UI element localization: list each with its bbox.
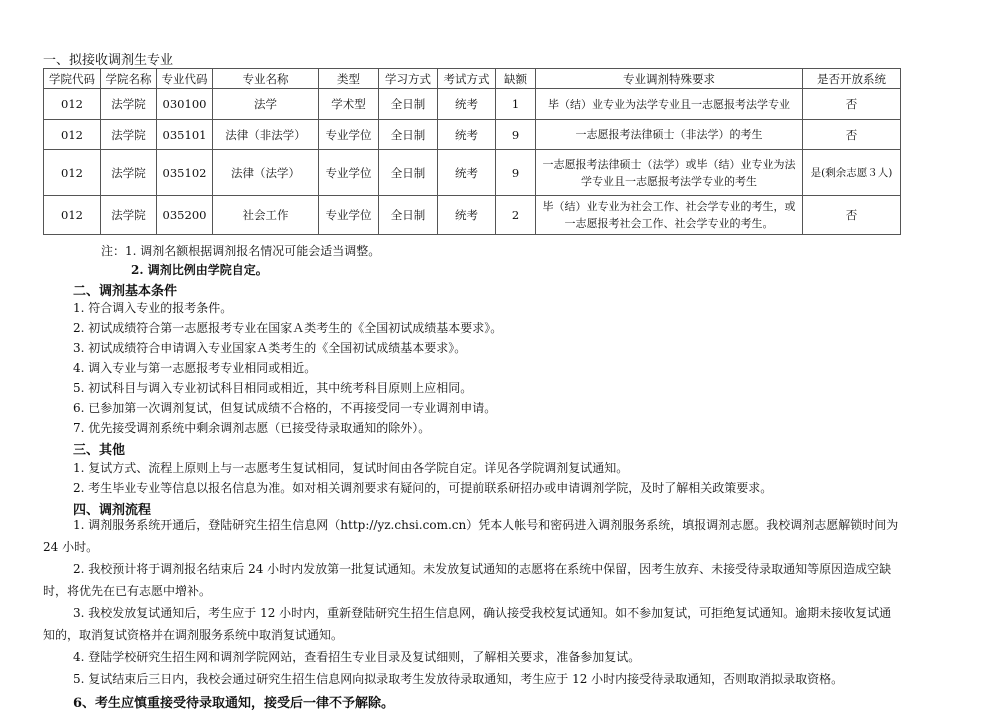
table-cell: 035102 bbox=[157, 150, 213, 196]
table-cell: 是(剩余志愿３人) bbox=[803, 150, 901, 196]
table-cell: 法学院 bbox=[101, 120, 157, 150]
section2-item-5: 5. 初试科目与调入专业初试科目相同或相近，其中统考科目原则上应相同。 bbox=[73, 381, 473, 395]
table-cell: 9 bbox=[496, 120, 536, 150]
col-college-code: 学院代码 bbox=[44, 69, 101, 89]
table-cell: 012 bbox=[44, 196, 101, 235]
table-cell: 专业学位 bbox=[319, 120, 379, 150]
section2-item-7: 7. 优先接受调剂系统中剩余调剂志愿（已接受待录取通知的除外）。 bbox=[73, 421, 431, 435]
section4-title: 四、调剂流程 bbox=[73, 503, 152, 518]
section2-item-1: 1. 符合调入专业的报考条件。 bbox=[73, 301, 233, 315]
table-cell: 专业学位 bbox=[319, 150, 379, 196]
table-cell: 9 bbox=[496, 150, 536, 196]
table-cell: 012 bbox=[44, 89, 101, 120]
section3-item-2: 2. 考生毕业专业等信息以报名信息为准。如对相关调剂要求有疑问的，可提前联系研招办或申请调剂学院，及时了解相关政策要求。 bbox=[73, 481, 773, 495]
section2-item-6: 6. 已参加第一次调剂复试，但复试成绩不合格的，不再接受同一专业调剂申请。 bbox=[73, 401, 497, 415]
col-vacancy: 缺额 bbox=[496, 69, 536, 89]
col-major-name: 专业名称 bbox=[213, 69, 319, 89]
table-cell: 1 bbox=[496, 89, 536, 120]
table-row bbox=[44, 89, 901, 120]
note-2: 2. 调剂比例由学院自定。 bbox=[131, 263, 268, 277]
col-college-name: 学院名称 bbox=[101, 69, 157, 89]
table-cell: 法律（法学） bbox=[213, 150, 319, 196]
table-cell: 全日制 bbox=[379, 196, 438, 235]
table-cell: 全日制 bbox=[379, 150, 438, 196]
col-exam-mode: 考试方式 bbox=[438, 69, 496, 89]
table-cell: 2 bbox=[496, 196, 536, 235]
section6-text: 6、考生应慎重接受待录取通知，接受后一律不予解除。 bbox=[73, 696, 395, 711]
table-cell: 030100 bbox=[157, 89, 213, 120]
table-cell: 统考 bbox=[438, 120, 496, 150]
section2-title: 二、调剂基本条件 bbox=[73, 284, 178, 299]
table-cell: 全日制 bbox=[379, 120, 438, 150]
table-cell: 否 bbox=[803, 196, 901, 235]
table-cell: 035101 bbox=[157, 120, 213, 150]
section2-item-3: 3. 初试成绩符合申请调入专业国家Ａ类考生的《全国初试成绩基本要求》。 bbox=[73, 341, 467, 355]
col-special-requirements: 专业调剂特殊要求 bbox=[536, 69, 803, 89]
table-cell: 法学院 bbox=[101, 150, 157, 196]
table-row bbox=[44, 150, 901, 196]
col-type: 类型 bbox=[319, 69, 379, 89]
table-cell: 法学 bbox=[213, 89, 319, 120]
table-cell: 法学院 bbox=[101, 196, 157, 235]
section4-item-5: 5. 复试结束后三日内，我校会通过研究生招生信息网向拟录取考生发放待录取通知，考生应于 12 小时内接受待录取通知，否则取消拟录取资格。 bbox=[73, 672, 844, 686]
table-row bbox=[44, 120, 901, 150]
table-cell: 035200 bbox=[157, 196, 213, 235]
table-cell: 社会工作 bbox=[213, 196, 319, 235]
col-system-open: 是否开放系统 bbox=[803, 69, 901, 89]
table-cell: 法学院 bbox=[101, 89, 157, 120]
table-row bbox=[44, 196, 901, 235]
table-cell: 否 bbox=[803, 89, 901, 120]
table-cell: 否 bbox=[803, 120, 901, 150]
col-study-mode: 学习方式 bbox=[379, 69, 438, 89]
table-cell: 一志愿报考法律硕士（非法学）的考生 bbox=[536, 120, 803, 150]
table-cell: 毕（结）业专业为社会工作、社会学专业的考生，或一志愿报考社会工作、社会学专业的考生。 bbox=[536, 196, 803, 235]
table-cell: 法律（非法学） bbox=[213, 120, 319, 150]
table-cell: 统考 bbox=[438, 89, 496, 120]
table-cell: 012 bbox=[44, 120, 101, 150]
section4-item-2: 2. 我校预计将于调剂报名结束后 24 小时内发放第一批复试通知。未发放复试通知的志愿将在系统中保留，因考生放弃、未接受待录取通知等原因造成空缺时，将优先在已有志愿中增补。 bbox=[43, 562, 892, 598]
transfer-majors-table bbox=[43, 68, 901, 235]
section3-item-1: 1. 复试方式、流程上原则上与一志愿考生复试相同，复试时间由各学院自定。详见各学院调剂复试通知。 bbox=[73, 461, 629, 475]
section2-item-4: 4. 调入专业与第一志愿报考专业相同或相近。 bbox=[73, 361, 317, 375]
col-major-code: 专业代码 bbox=[157, 69, 213, 89]
table-cell: 一志愿报考法律硕士（法学）或毕（结）业专业为法学专业且一志愿报考法学专业的考生 bbox=[536, 150, 803, 196]
table-cell: 统考 bbox=[438, 150, 496, 196]
table-cell: 学术型 bbox=[319, 89, 379, 120]
table-cell: 统考 bbox=[438, 196, 496, 235]
table-cell: 012 bbox=[44, 150, 101, 196]
table-cell: 全日制 bbox=[379, 89, 438, 120]
section2-item-2: 2. 初试成绩符合第一志愿报考专业在国家Ａ类考生的《全国初试成绩基本要求》。 bbox=[73, 321, 503, 335]
section4-item-4: 4. 登陆学校研究生招生网和调剂学院网站，查看招生专业目录及复试细则，了解相关要求，准备参加复试。 bbox=[73, 650, 641, 664]
note-1: 注：1. 调剂名额根据调剂报名情况可能会适当调整。 bbox=[101, 244, 381, 258]
table-cell: 专业学位 bbox=[319, 196, 379, 235]
table-header-row bbox=[44, 69, 901, 89]
table-cell: 毕（结）业专业为法学专业且一志愿报考法学专业 bbox=[536, 89, 803, 120]
section4-item-1: 1. 调剂服务系统开通后，登陆研究生招生信息网（http://yz.chsi.com.cn）凭本人帐号和密码进入调剂服务系统，填报调剂志愿。我校调剂志愿解锁时间为 24 小时。 bbox=[43, 518, 899, 554]
section1-title: 一、拟接收调剂生专业 bbox=[43, 53, 174, 68]
section4-item-3: 3. 我校发放复试通知后，考生应于 12 小时内，重新登陆研究生招生信息网，确认接受我校复试通知。如不参加复试，可拒绝复试通知。逾期未接收复试通知的，取消复试资格并在调剂服务系统中取消复试通知。 bbox=[43, 606, 892, 642]
section3-title: 三、其他 bbox=[73, 443, 126, 458]
